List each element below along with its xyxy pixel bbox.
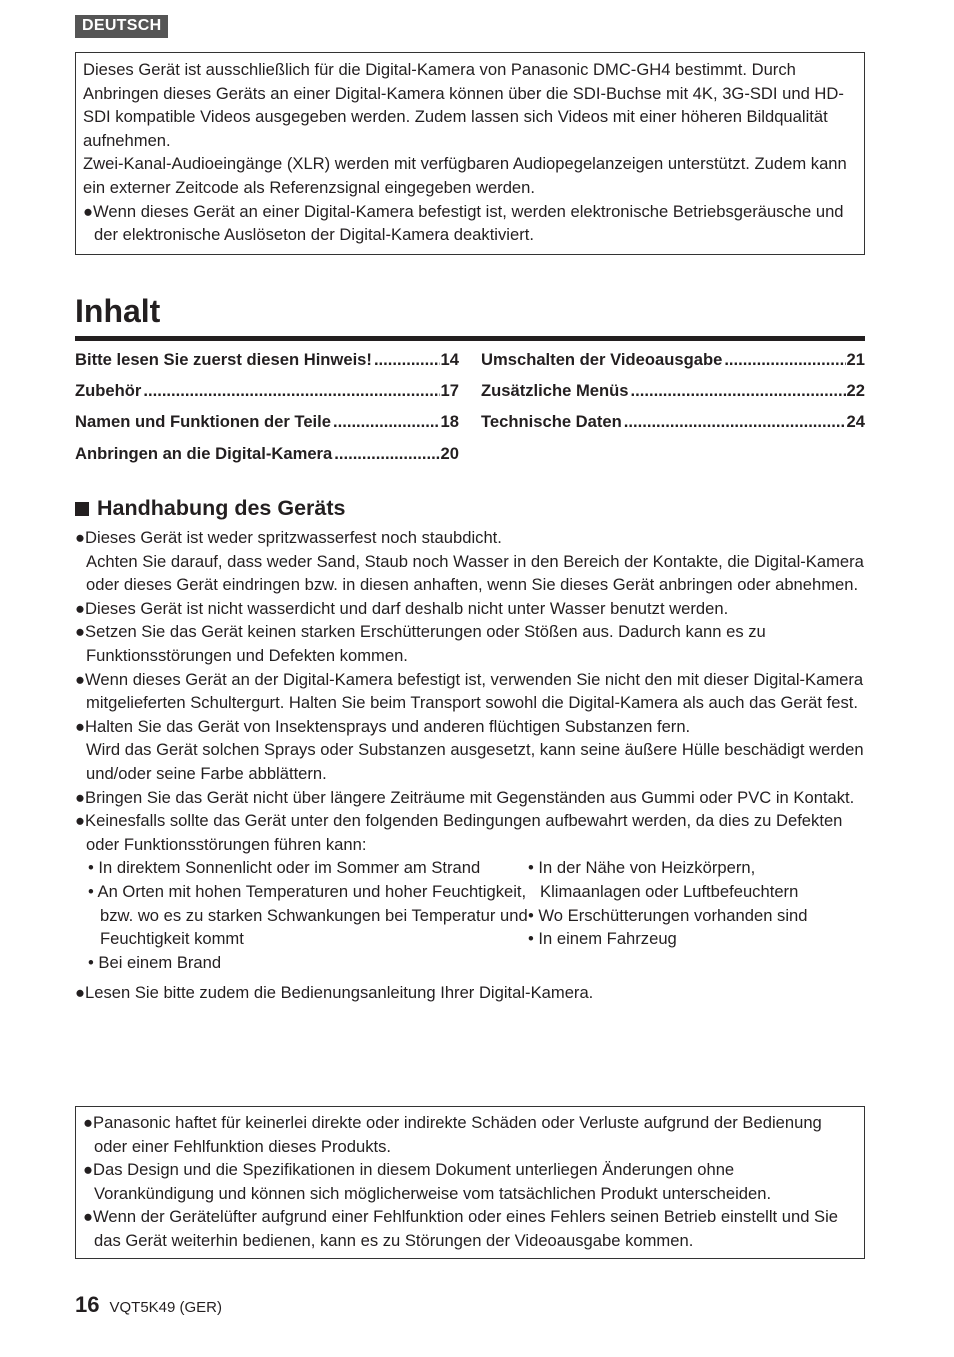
condition-item: • Bei einem Brand — [88, 952, 222, 972]
bullet-item: ●Setzen Sie das Gerät keinen starken Erschütterungen oder Stößen aus. Dadurch kann es zu Funktionsstörungen und Defekten kommen. — [75, 622, 766, 665]
bullet-item: ●Keinesfalls sollte das Gerät unter den folgenden Bedingungen aufbewahrt werden, da dies zu Defekten oder Funktionsstörungen führen kann: — [75, 811, 843, 854]
toc-entry[interactable]: Zusätzliche Menüs ..... 22 — [481, 379, 865, 410]
intro-paragraph: Dieses Gerät ist ausschließlich für die Digital-Kamera von Panasonic DMC-GH4 bestimmt. Durch Anbringen dieses Geräts an einer Digital-Kamera können über die SDI-Buchse mit 4K, 3G-SDI und HD-SDI kompatible Videos ausgegeben werden. Zudem lassen sich Videos mit einer höheren Bildqualität aufnehmen. — [83, 60, 844, 150]
square-bullet-icon — [75, 502, 89, 516]
bullet-item: ●Wenn dieses Gerät an der Digital-Kamera befestigt ist, verwenden Sie nicht den mit dieser Digital-Kamera mitgelieferten Schultergurt. Halten Sie beim Transport sowohl die Digital-Kamera als auch das Gerät fest. — [75, 669, 864, 713]
toc-right-column — [481, 348, 865, 442]
bullet-item: ●Bringen Sie das Gerät nicht über längere Zeiträume mit Gegenständen aus Gummi oder PVC in Kontakt. — [75, 787, 855, 807]
toc-entry[interactable]: Zubehör ..... 17 — [75, 379, 459, 410]
condition-item: • An Orten mit hohen Temperaturen und hoher Feuchtigkeit, bzw. wo es zu starken Schwankungen bei Temperatur und Feuchtigkeit kommt — [88, 881, 528, 949]
toc-entry[interactable]: Anbringen an die Digital-Kamera ..... 20 — [75, 442, 459, 473]
note-item: ●Das Design und die Spezifikationen in diesem Dokument unterliegen Änderungen ohne Vorankündigung und können sich möglicherweise vom tatsächlichen Produkt unterscheiden. — [83, 1160, 772, 1203]
page-number: 16 — [75, 1292, 100, 1317]
notes-box — [75, 1106, 865, 1259]
handling-content — [75, 526, 865, 1005]
condition-item: • In der Nähe von Heizkörpern, Klimaanlagen oder Luftbefeuchtern — [528, 858, 799, 901]
note-item: ●Wenn der Gerätelüfter aufgrund einer Fehlfunktion oder eines Fehlers seinen Betrieb einstellt und Sie das Gerät weiterhin bedienen, kann es zu Störungen der Videoausgabe kommen. — [83, 1207, 839, 1250]
condition-item: • Wo Erschütterungen vorhanden sind — [528, 905, 808, 925]
conditions-list — [75, 856, 865, 974]
bullet-item: ●Dieses Gerät ist nicht wasserdicht und darf deshalb nicht unter Wasser benutzt werden. — [75, 598, 729, 618]
section-heading: Handhabung des Geräts — [75, 496, 346, 521]
intro-bullet: ●Wenn dieses Gerät an einer Digital-Kamera befestigt ist, werden elektronische Betriebsgeräusche und der elektronische Auslöseton der Digital-Kamera deaktiviert. — [83, 201, 844, 245]
bullet-item: ●Halten Sie das Gerät von Insektensprays und anderen flüchtigen Substanzen fern. Wird das Gerät solchen Sprays oder Substanzen ausgesetzt, kann seine äußere Hülle beschädigt werden und/oder seine Farbe abblättern. — [75, 716, 864, 783]
page-footer — [75, 1292, 222, 1318]
toc-entry[interactable]: Namen und Funktionen der Teile ..... 18 — [75, 410, 459, 441]
toc-entry[interactable]: Technische Daten ..... 24 — [481, 410, 865, 441]
toc-left-column — [75, 348, 459, 473]
condition-item: • In direktem Sonnenlicht oder im Sommer am Strand — [88, 858, 481, 878]
condition-item: • In einem Fahrzeug — [528, 929, 677, 949]
language-tag: DEUTSCH — [75, 15, 168, 38]
intro-box — [75, 52, 865, 255]
toc-entry[interactable]: Umschalten der Videoausgabe ..... 21 — [481, 348, 865, 379]
bullet-item: ●Lesen Sie bitte zudem die Bedienungsanleitung Ihrer Digital-Kamera. — [75, 983, 594, 1003]
heading-rule — [75, 336, 865, 341]
toc-entry[interactable]: Bitte lesen Sie zuerst diesen Hinweis! ..... 14 — [75, 348, 459, 379]
note-item: ●Panasonic haftet für keinerlei direkte oder indirekte Schäden oder Verluste aufgrund der Bedienung oder einer Fehlfunktion dieses Produkts. — [83, 1113, 822, 1156]
bullet-item: ●Dieses Gerät ist weder spritzwasserfest noch staubdicht. Achten Sie darauf, dass weder Sand, Staub noch Wasser in den Bereich der Kontakte, die Digital-Kamera oder dieses Gerät eindringen bzw. in diesen anhaften, wenn Sie dieses Gerät anbringen oder abnehmen. — [75, 528, 864, 595]
toc-heading: Inhalt — [75, 293, 161, 329]
model-code: VQT5K49 (GER) — [109, 1299, 223, 1316]
intro-paragraph: Zwei-Kanal-Audioeingänge (XLR) werden mit verfügbaren Audiopegelanzeigen unterstützt. Zudem kann ein externer Zeitcode als Referenzsignal eingegeben werden. — [83, 154, 847, 197]
